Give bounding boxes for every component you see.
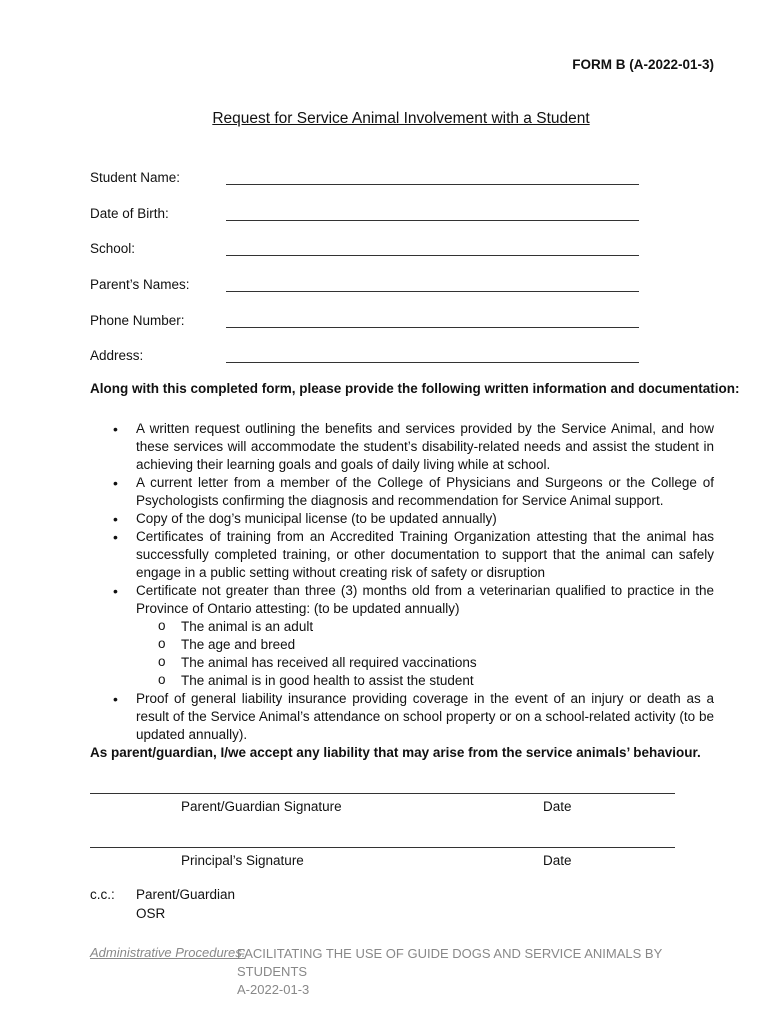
list-item: • A current letter from a member of the College of Physicians and Surgeons or the College of Psychologists confirming the diagnosis and recommendation for Service Animal support. bbox=[90, 474, 714, 510]
school-label: School: bbox=[90, 241, 136, 256]
parents-names-field[interactable] bbox=[226, 291, 639, 292]
list-item: • A written request outlining the benefits and services provided by the Service Animal, and how these services will accommodate the student’s disability-related needs and assist the student in achieving their learning goals and goals of daily living while at school. bbox=[90, 420, 714, 474]
principal-date-label: Date bbox=[543, 853, 572, 868]
list-item: • Certificates of training from an Accredited Training Organization attesting that the animal has successfully completed training, or other documentation to support that the animal can safely engage in a public setting without creating risk of safety or disruption bbox=[90, 528, 714, 582]
student-name-label: Student Name: bbox=[90, 170, 181, 185]
parent-signature-label: Parent/Guardian Signature bbox=[181, 799, 342, 814]
footer-title-block bbox=[237, 945, 687, 999]
list-item-vet-certificate bbox=[90, 582, 714, 690]
cc-label: c.c.: bbox=[90, 887, 115, 902]
date-of-birth-label: Date of Birth: bbox=[90, 206, 169, 221]
parents-names-label: Parent’s Names: bbox=[90, 277, 190, 292]
vet-subitems bbox=[136, 618, 714, 690]
school-field[interactable] bbox=[226, 255, 639, 256]
list-item-text: Certificate not greater than three (3) months old from a veterinarian qualified to practice in the Province of Ontario attesting: (to be updated annually) bbox=[136, 583, 714, 616]
address-label: Address: bbox=[90, 348, 144, 363]
cc-recipient: Parent/Guardian bbox=[136, 887, 236, 902]
phone-number-label: Phone Number: bbox=[90, 313, 185, 328]
footer-code: A-2022-01-3 bbox=[237, 982, 310, 997]
parent-signature-field[interactable] bbox=[90, 793, 675, 794]
principal-signature-label: Principal’s Signature bbox=[181, 853, 304, 868]
form-code: FORM B (A-2022-01-3) bbox=[572, 57, 714, 72]
phone-number-field[interactable] bbox=[226, 327, 639, 328]
cc-recipient: OSR bbox=[136, 906, 166, 921]
list-item: o The animal has received all required vaccinations bbox=[136, 654, 714, 672]
address-field[interactable] bbox=[226, 362, 639, 363]
list-item: • Copy of the dog’s municipal license (to be updated annually) bbox=[90, 510, 714, 528]
footer-title: FACILITATING THE USE OF GUIDE DOGS AND SERVICE ANIMALS BY STUDENTS bbox=[237, 946, 663, 979]
date-of-birth-field[interactable] bbox=[226, 220, 639, 221]
list-item: o The animal is in good health to assist the student bbox=[136, 672, 714, 690]
footer-procedures-label: Administrative Procedures: bbox=[90, 945, 246, 960]
requirements-list bbox=[90, 420, 714, 744]
page-title: Request for Service Animal Involvement with a Student bbox=[212, 110, 590, 127]
instructions-heading: Along with this completed form, please provide the following written information and documentation: bbox=[90, 381, 740, 396]
list-item: o The age and breed bbox=[136, 636, 714, 654]
student-name-field[interactable] bbox=[226, 184, 639, 185]
liability-statement: As parent/guardian, I/we accept any liability that may arise from the service animals’ behaviour. bbox=[90, 745, 701, 760]
list-item: • Proof of general liability insurance providing coverage in the event of an injury or death as a result of the Service Animal’s attendance on school property or on a school-related activity (to be updated annually). bbox=[90, 690, 714, 744]
principal-signature-field[interactable] bbox=[90, 847, 675, 848]
list-item: o The animal is an adult bbox=[136, 618, 714, 636]
parent-date-label: Date bbox=[543, 799, 572, 814]
